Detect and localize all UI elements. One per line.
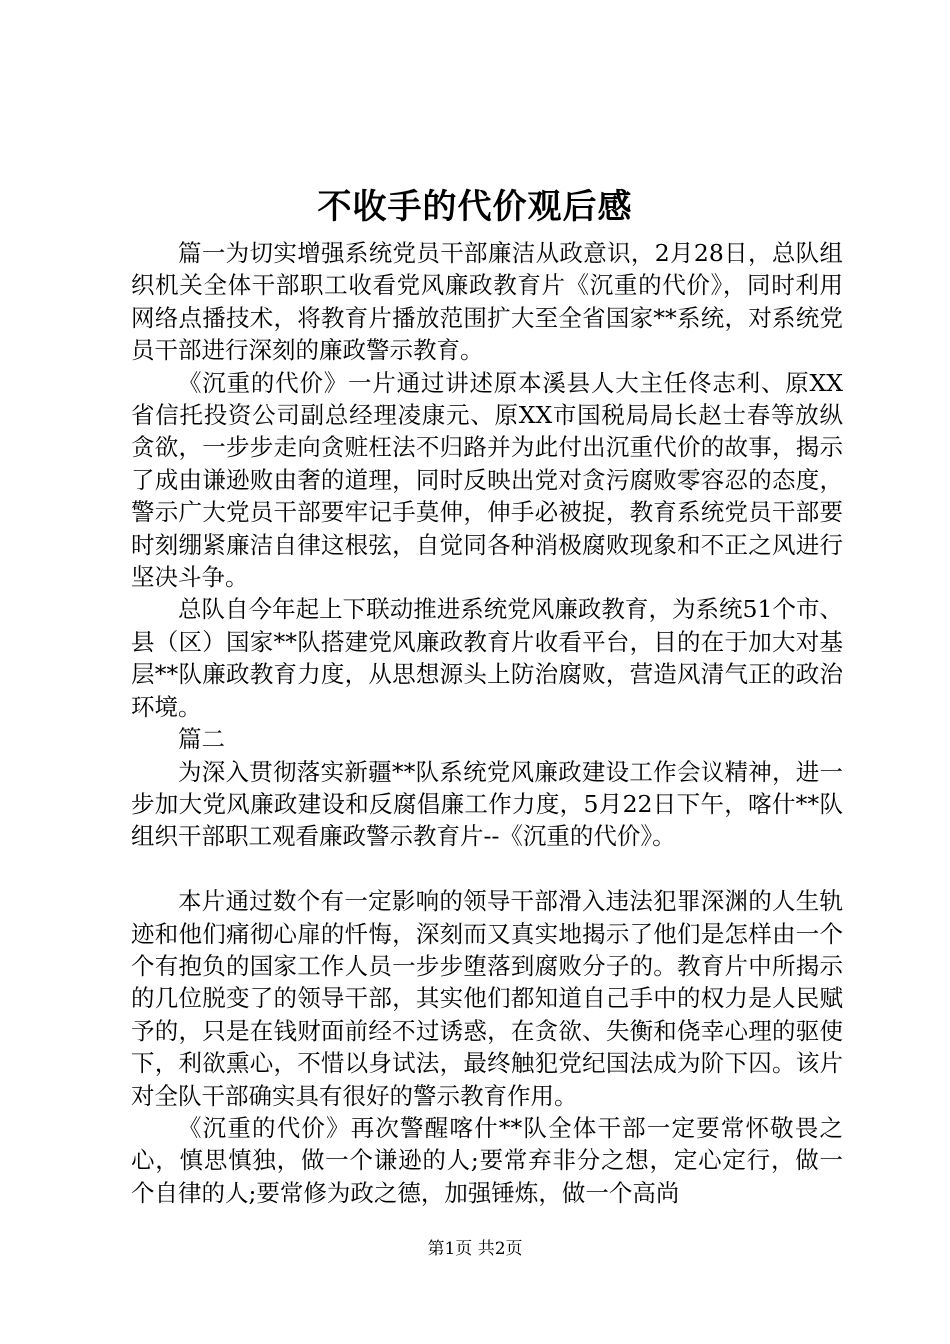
paragraph-2: 《沉重的代价》一片通过讲述原本溪县人大主任佟志利、原XX省信托投资公司副总经理凌康元、原XX市国税局局长赵士春等放纵贪欲，一步步走向贪赃枉法不归路并为此付出沉重代价的故事，揭示了成由谦逊败由奢的道理，同时反映出党对贪污腐败零容忍的态度，警示广大党员干部要牢记手莫伸，伸手必被捉，教育系统党员干部要时刻绷紧廉洁自律这根弦，自觉同各种消极腐败现象和不正之风进行坚决斗争。 — [131, 368, 843, 592]
paragraph-3: 总队自今年起上下联动推进系统党风廉政教育，为系统51个市、县（区）国家**队搭建党风廉政教育片收看平台，目的在于加大对基层**队廉政教育力度，从思想源头上防治腐败，营造风清气正的政治环境。 — [131, 595, 843, 721]
paragraph-5: 为深入贯彻落实新疆**队系统党风廉政建设工作会议精神，进一步加大党风廉政建设和反腐倡廉工作力度，5月22日下午，喀什**队组织干部职工观看廉政警示教育片--《沉重的代价》。 — [131, 757, 843, 851]
paragraph-6: 本片通过数个有一定影响的领导干部滑入违法犯罪深渊的人生轨迹和他们痛彻心扉的忏悔，深刻而又真实地揭示了他们是怎样由一个个有抱负的国家工作人员一步步堕落到腐败分子的。教育片中所揭示的几位脱变了的领导干部，其实他们都知道自己手中的权力是人民赋予的，只是在钱财面前经不过诱惑，在贪欲、失衡和侥幸心理的驱使下，利欲熏心，不惜以身试法，最终触犯党纪国法成为阶下囚。该片对全队干部确实具有很好的警示教育作用。 — [131, 887, 843, 1110]
paragraph-1: 篇一为切实增强系统党员干部廉洁从政意识，2月28日，总队组织机关全体干部职工收看党风廉政教育片《沉重的代价》，同时利用网络点播技术，将教育片播放范围扩大至全省国家**系统，对系统党员干部进行深刻的廉政警示教育。 — [131, 239, 843, 365]
document-body — [131, 237, 843, 1209]
paragraph-7: 《沉重的代价》再次警醒喀什**队全体干部一定要常怀敬畏之心，慎思慎独，做一个谦逊的人;要常弃非分之想，定心定行，做一个自律的人;要常修为政之德，加强锤炼，做一个高尚 — [131, 1113, 843, 1207]
document-title: 不收手的代价观后感 — [317, 187, 633, 227]
page-footer: 第1页 共2页 — [427, 1239, 523, 1259]
section-heading-part-two: 篇二 — [178, 725, 225, 754]
